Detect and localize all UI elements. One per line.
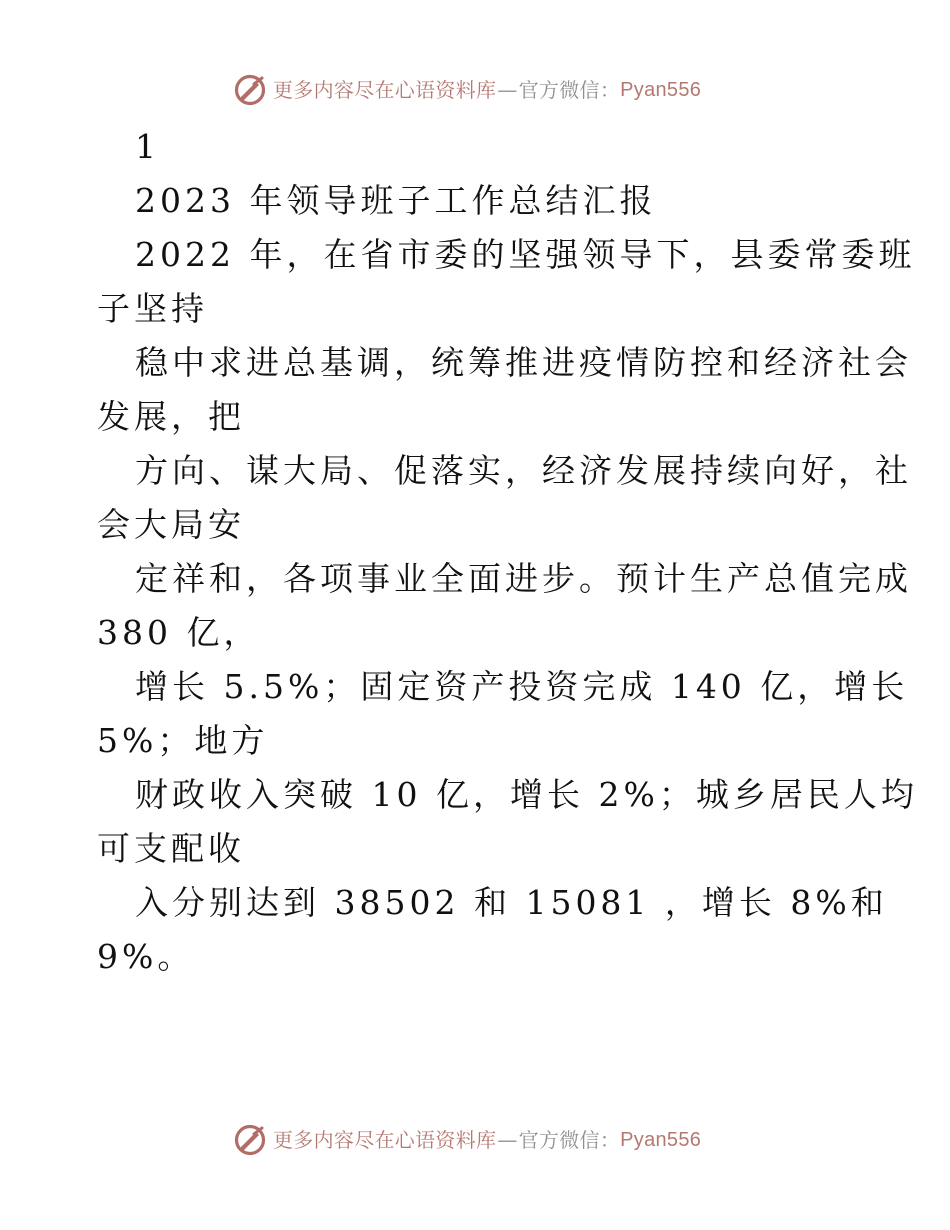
paragraph-line-6: 会大局安 <box>97 505 245 544</box>
header-watermark <box>233 72 701 108</box>
watermark-secondary: 官方微信： <box>518 1128 621 1152</box>
paragraph-line-4: 发展，把 <box>97 397 245 436</box>
paragraph-line-7: 定祥和，各项事业全面进步。预计生产总值完成 <box>135 559 912 598</box>
paragraph-line-8: 380 亿， <box>97 613 261 652</box>
watermark-primary: 更多内容尽在心语资料库 <box>273 1128 497 1152</box>
paragraph-line-2: 子坚持 <box>97 289 208 328</box>
watermark-text <box>273 80 701 100</box>
pen-logo-icon <box>233 1123 267 1157</box>
watermark-id: Pyan556 <box>620 1129 702 1151</box>
watermark-separator: — <box>497 78 518 102</box>
watermark-text <box>273 1130 701 1150</box>
paragraph-line-13: 入分别达到 38502 和 15081 ，增长 8%和 <box>135 883 888 922</box>
paragraph-line-1: 2022 年，在省市委的坚强领导下，县委常委班 <box>135 235 916 274</box>
paragraph-line-14: 9%。 <box>97 937 195 976</box>
paragraph-line-9: 增长 5.5%；固定资产投资完成 140 亿，增长 <box>135 667 909 706</box>
page-number: 1 <box>135 127 160 166</box>
paragraph-line-11: 财政收入突破 10 亿，增长 2%；城乡居民人均 <box>135 775 918 814</box>
watermark-secondary: 官方微信： <box>518 78 621 102</box>
watermark-id: Pyan556 <box>620 79 702 101</box>
paragraph-line-10: 5%；地方 <box>97 721 269 760</box>
paragraph-line-12: 可支配收 <box>97 829 245 868</box>
footer-watermark <box>233 1122 701 1158</box>
watermark-separator: — <box>497 1128 518 1152</box>
paragraph-line-3: 稳中求进总基调，统筹推进疫情防控和经济社会 <box>135 343 912 382</box>
document-body <box>97 120 918 984</box>
watermark-primary: 更多内容尽在心语资料库 <box>273 78 497 102</box>
pen-logo-icon <box>233 73 267 107</box>
document-title: 2023 年领导班子工作总结汇报 <box>135 181 657 220</box>
paragraph-line-5: 方向、谋大局、促落实，经济发展持续向好，社 <box>135 451 912 490</box>
